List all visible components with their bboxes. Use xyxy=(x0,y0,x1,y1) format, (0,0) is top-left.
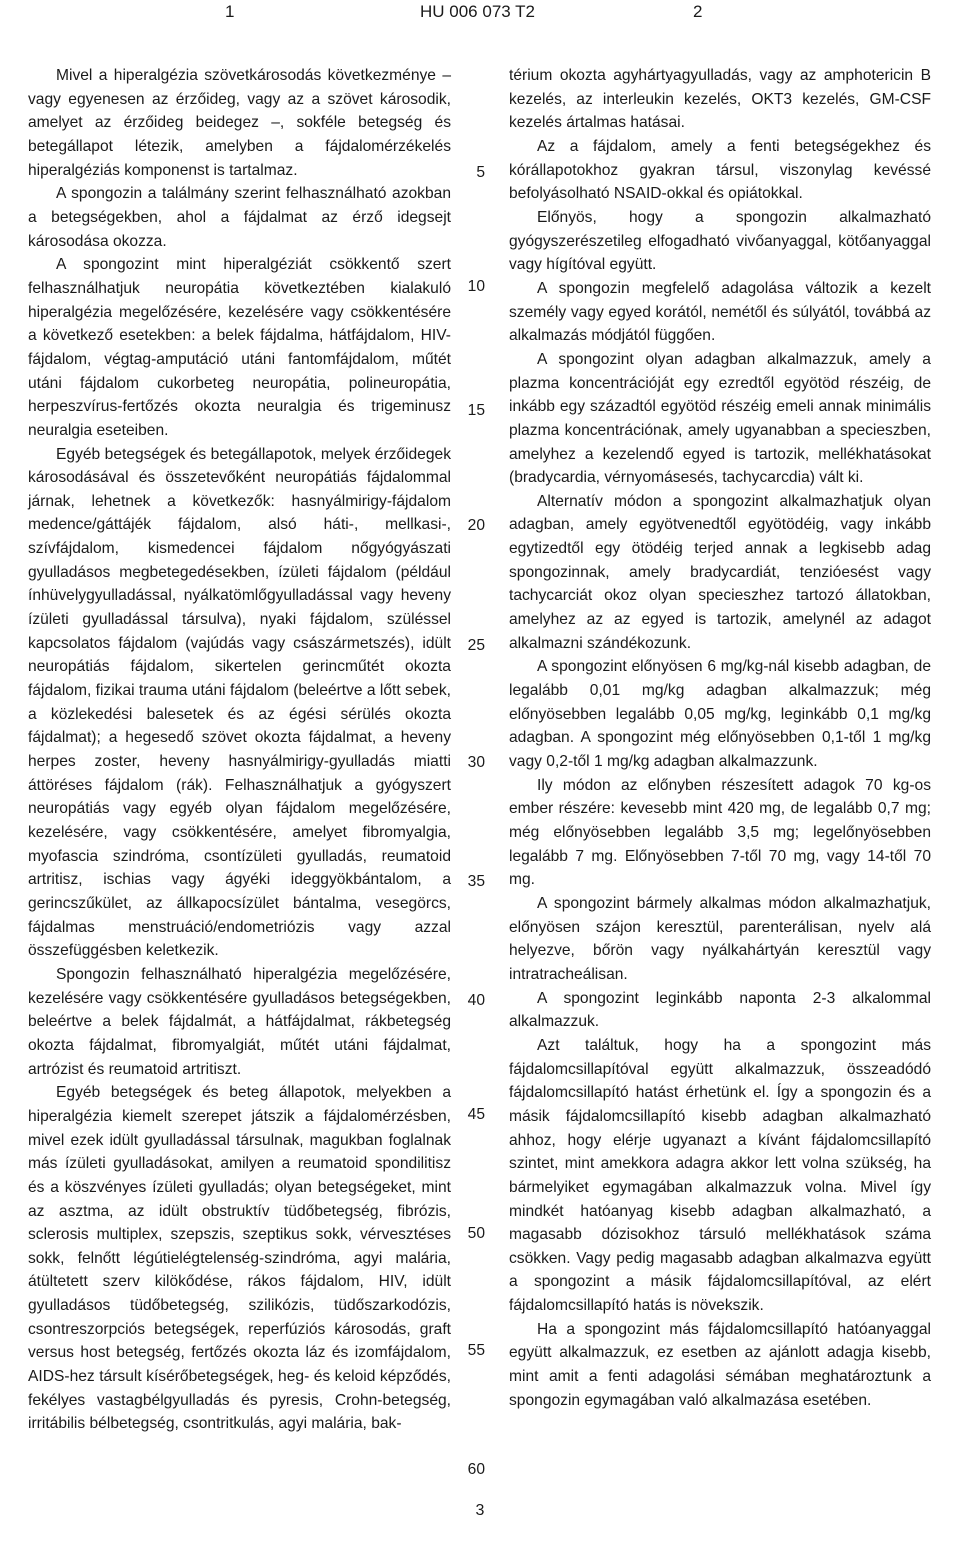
paragraph: A spongozin a találmány szerint felhasználható azokban a betegségekben, ahol a fájdalmat az érző idegsejt károsodása okozza. xyxy=(28,185,451,250)
paragraph: Mivel a hiperalgézia szövetkárosodás következménye – vagy egyenesen az érzőideg, vagy az a szövet károsodik, amelyet az érzőideg beidegez –, sokféle betegség és betegállapot létezik, amelyben a fájdalomérzékelés hiperalgéziás komponenst is tartalmaz. xyxy=(28,67,451,179)
paragraph: A spongozin megfelelő adagolása változik a kezelt személy vagy egyed korától, nemétől és súlyától, továbbá az alkalmazás módjától függően. xyxy=(509,279,931,345)
header-right-page-number: 2 xyxy=(693,2,703,21)
continued-paragraph: térium okozta agyhártyagyulladás, vagy az amphotericin B kezelés, az interleukin kezelés, OKT3 kezelés, GM-CSF kezelés ártalmas hatásai. xyxy=(509,67,931,132)
paragraph: Egyéb betegségek és betegállapotok, melyek érzőidegek károsodásával és összetevőként neuropátiás fájdalommal járnak, lehetnek a következők: hasnyálmirigy-fájdalom medence/gáttájék fájdalom, alsó háti-, mellkasi-, szívfájdalom, kismedencei fájdalom nőgyógyászati gyulladásos megbetegedésekben, ízületi fájdalom (például ínhüvelygyulladással, nyálkatömlőgyulladással vagy heveny ízületi gyulladással társulva), nyaki fájdalom, szüléssel kapcsolatos fájdalom (vajúdás vagy császármetszés), idült neuropátiás fájdalom, sikertelen gerincműtét okozta fájdalom, fizikai trauma utáni fájdalom (beleértve a lőtt sebek, a közlekedési balesetek és az égési sérülés okozta fájdalmat); a hegesedő szövet okozta fájdalmat, a heveny herpes zoster, heveny hasnyálmirigy-gyulladás miatti áttöréses fájdalom (rák). Felhasználhatjuk a gyógyszert neuropátiás vagy egyéb olyan fájdalom megelőzésére, kezelésére, vagy csökkentésére, amelyet fibromyalgia, myofascia szindróma, csontízületi gyulladás, reumatoid artritisz, ischias vagy ágyéki ideggyökbántalom, a gerincszűkület, az állkapocsízület bántalma, vesegörcs, fájdalmas menstruáció/endometriózis vagy azzal összefüggésben keletkezik. xyxy=(28,445,451,960)
line-number: 5 xyxy=(476,164,485,181)
paragraph: Ha a spongozint más fájdalomcsillapító hatóanyaggal együtt alkalmazzuk, ez esetben az ajánlott adagja kisebb, mint amit a fenti adagolási sémában meghatároztunk a spongozin egymagában való alkalmazása esetében. xyxy=(509,1320,931,1409)
line-number: 10 xyxy=(467,278,485,295)
right-text-column xyxy=(509,64,931,1412)
paragraph: A spongozint leginkább naponta 2-3 alkalommal alkalmazzuk. xyxy=(509,989,931,1031)
line-number: 55 xyxy=(467,1342,485,1359)
line-number: 15 xyxy=(467,402,485,419)
line-number: 35 xyxy=(467,873,485,890)
paragraph: A spongozint bármely alkalmas módon alkalmazhatjuk, előnyösen szájon keresztül, parenterálisan, nyelv alá helyezve, bőrön vagy nyálkahártyán keresztül vagy intratracheálisan. xyxy=(509,894,931,983)
paragraph: Egyéb betegségek és beteg állapotok, melyekben a hiperalgézia kiemelt szerepet játszik a fájdalomérzésben, mivel ezek idült gyulladással társulnak, magukban foglalnak más ízületi gyulladásokat, amilyen a reumatoid spondilitisz és a köszvényes ízületi gyulladás; olyan betegségeket, mint az asztma, az idült obstruktív tüdőbetegség, fibrózis, sclerosis multiplex, szepszis, szeptikus sokk, vérvesztéses sokk, felnőtt légútielégtelenség-szindróma, agyi malária, átültetett szerv kilökődése, rákos fájdalom, HIV, idült gyulladásos tüdőbetegség, szilikózis, tüdőszarkodózis, csontreszorpciós betegségek, reperfúziós károsodás, graft versus host betegség, fertőzés okozta láz és izomfájdalom, AIDS-hez társult kísérőbetegségek, heg- és keloid képződés, fekélyes vastagbélgyulladás és pyresis, Crohn-betegség, irritábilis bélbetegség, csontritkulás, agyi malária, bak- xyxy=(28,1084,451,1433)
header-document-id: HU 006 073 T2 xyxy=(420,2,535,21)
paragraph: A spongozint mint hiperalgéziát csökkentő szert felhasználhatjuk neuropátia következtében kialakuló hiperalgézia megelőzésére, kezelésére vagy csökkentésére a következő esetekben: a belek fájdalma, hátfájdalom, HIV-fájdalom, végtag-amputáció utáni fantomfájdalom, műtét utáni fájdalom cukorbeteg neuropátia, polineuropátia, herpeszvírus-fertőzés okozta neuralgia és trigeminusz neuralgia eseteiben. xyxy=(28,256,451,439)
line-number: 20 xyxy=(467,517,485,534)
paragraph: A spongozint előnyösen 6 mg/kg-nál kisebb adagban, de legalább 0,01 mg/kg adagban alkalmazzuk; még előnyösebben legalább 0,05 mg/kg, leginkább 0,1 mg/kg adagban. A spongozint még előnyösebben 0,1-től 1 mg/kg vagy 0,2-től 1 mg/kg adagban alkalmazzunk. xyxy=(509,658,931,771)
left-text-column xyxy=(28,64,451,1436)
paragraph: Ily módon az előnyben részesített adagok 70 kg-os ember részére: kevesebb mint 420 mg, de legalább 0,7 mg; még előnyösebben legalább 3,5 mg; legelőnyösebben legalább 7 mg. Előnyösebben 7-től 70 mg, vagy 14-től 70 mg. xyxy=(509,776,931,889)
paragraph: Spongozin felhasználható hiperalgézia megelőzésére, kezelésére vagy csökkentésére gyulladásos betegségekben, beleértve a belek fájdalmát, a hátfájdalmat, rákbetegség okozta fájdalmat, fibromyalgiát, műtét utáni fájdalmat, artrózist és reumatoid artritiszt. xyxy=(28,965,451,1078)
paragraph: Alternatív módon a spongozint alkalmazhatjuk olyan adagban, amely egyötvenedtől egyötödéig, vagy inkább egytizedtől egy ötödéig terjed annak a legkisebb adag spongozinnak, amely bradycardiát, tenzióesést vagy tachycarciát okoz olyan specieszhez tartozó állatokban, amelyhez az az egyed is tartozik, amelynél az adagot alkalmazni szándékozunk. xyxy=(509,492,931,652)
line-number: 45 xyxy=(467,1106,485,1123)
header-left-page-number: 1 xyxy=(225,2,235,21)
line-number: 30 xyxy=(467,754,485,771)
page-number: 3 xyxy=(475,1502,485,1519)
paragraph: Azt találtuk, hogy ha a spongozint más fájdalomcsillapítóval együtt alkalmazzuk, összeadódó fájdalomcsillapító hatást érhetünk el. Így a spongozin és a másik fájdalomcsillapító kisebb adagban alkalmazható ahhoz, hogy elérje ugyanazt a kívánt fájdalomcsillapító szintet, mint amekkora adagra akkor lett volna szükség, ha bármelyiket egymagában alkalmazzuk volna. Mivel így mindkét hatóanyag kisebb adagban alkalmazható, a magasabb dózisokhoz társuló mellékhatások száma csökken. Vagy pedig magasabb adagban alkalmazva együtt a spongozint a másik fájdalomcsillapítóval, az elért fájdalomcsillapító hatás is növekszik. xyxy=(509,1036,931,1315)
paragraph: Az a fájdalom, amely a fenti betegségekhez és kórállapotokhoz gyakran társul, viszonylag kevéssé befolyásolható NSAID-okkal és opiátokkal. xyxy=(509,137,931,203)
line-number: 40 xyxy=(467,992,485,1009)
line-number: 25 xyxy=(467,637,485,654)
paragraph: A spongozint olyan adagban alkalmazzuk, amely a plazma koncentrációját egy ezredtől egyötöd részéig, de inkább egy századtól egyötöd részéig emeli annak minimális plazma koncentrációnak, amely ugyanabban a specieszben, amelyhez a kezelendő egyed is tartozik, mellékhatásokat (bradycardia, vérnyomásesés, tachycarcdia) vált ki. xyxy=(509,350,931,487)
line-number: 60 xyxy=(467,1461,485,1478)
paragraph: Előnyös, hogy a spongozin alkalmazható gyógyszerészetileg elfogadható vivőanyaggal, kötőanyaggal vagy hígítóval együtt. xyxy=(509,208,931,274)
line-number: 50 xyxy=(467,1225,485,1242)
